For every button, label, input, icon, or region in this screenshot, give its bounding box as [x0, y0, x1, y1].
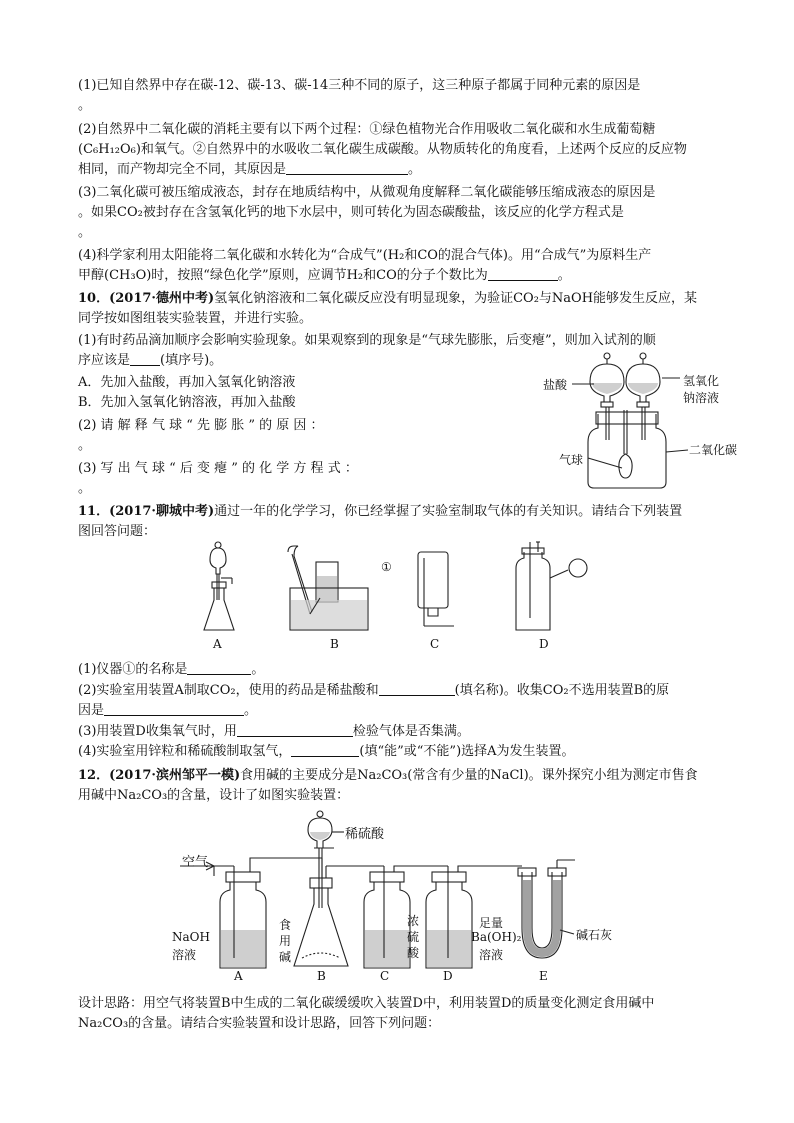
q12-label-b: B — [317, 969, 326, 983]
q11-label-a: A — [213, 637, 222, 651]
q12-label-ba-2: Ba(OH)₂ — [471, 930, 522, 944]
q12-label-soda-2: 用 — [279, 934, 292, 948]
q12-design-1: 设计思路：用空气将装置B中生成的二氧化碳缓缓吹入装置D中，利用装置D的质量变化测定食用碱中 — [78, 996, 655, 1011]
q12-label-a: A — [234, 969, 243, 983]
q11-line1: 11．(2017·聊城中考)通过一年的化学学习，你已经掌握了实验室制取气体的有关知识。请结合下列装置 — [78, 504, 683, 519]
q11-label-d: D — [539, 637, 549, 651]
q11-device-d — [516, 542, 587, 630]
q12-label-soda-1: 食 — [279, 918, 292, 932]
q10-s3: (3) 写 出 气 球 “ 后 变 瘪 ” 的 化 学 方 程 式 ： — [78, 461, 358, 476]
q11-device-b — [288, 546, 368, 630]
q11-s1: (1)仪器①的名称是 。 — [78, 662, 265, 677]
q10-label-balloon: 气球 — [559, 453, 584, 467]
q11-label-b: B — [330, 637, 339, 651]
q-cont-2c: 相同，而产物却完全不同，其原因是 。 — [78, 162, 422, 177]
q11-s3: (3)用装置D收集氧气时，用 检验气体是否集满。 — [78, 724, 470, 739]
q10-label-co2: 二氧化碳 — [689, 443, 738, 457]
q12-label-ba-1: 足量 — [479, 916, 504, 930]
q11-device-a — [204, 542, 234, 630]
q-cont-4a: (4)科学家利用太阳能将二氧化碳和水转化为“合成气”(H₂和CO的混合气体)。用“合成气”为原料生产 — [78, 248, 652, 263]
q-cont-2b: (C₆H₁₂O₆)和氧气。②自然界中的水吸收二氧化碳生成碳酸。从物质转化的角度看，上述两个反应的反应物 — [78, 142, 687, 157]
q12-label-conc-3: 酸 — [407, 946, 420, 960]
q12-label-soda-3: 碱 — [279, 950, 292, 964]
q12-line1: 12．(2017·滨州邹平一模)食用碱的主要成分是Na₂CO₃(常含有少量的NaCl)。课外探究小组为测定市售食 — [78, 768, 698, 783]
q11-label-c: C — [430, 637, 440, 651]
q11-device-c — [418, 552, 454, 626]
q-cont-1-end: 。 — [78, 98, 92, 113]
q11-line2: 图回答问题： — [78, 524, 157, 539]
q10-line2: 同学按如图组装实验装置，并进行实验。 — [78, 311, 313, 326]
q12-label-c: C — [380, 969, 390, 983]
q12-label-lime: 碱石灰 — [576, 928, 613, 942]
q-cont-4b: 甲醇(CH₃O)时，按照“绿色化学”原则，应调节H₂和CO的分子个数比为 。 — [78, 268, 571, 283]
q12-label-air: 空气 — [182, 855, 209, 870]
q12-u-tube-e — [518, 860, 575, 958]
q10-label-hcl: 盐酸 — [543, 378, 568, 392]
q10-s1b: 序应该是 (填序号)。 — [78, 353, 223, 368]
q10-left-funnel — [590, 353, 624, 440]
q-cont-3c: 。 — [78, 225, 92, 240]
q10-s1a: (1)有时药品滴加顺序会影响实验现象。如果观察到的现象是“气球先膨胀，后变瘪”，则加入试剂的顺 — [78, 333, 656, 348]
q10-s2: (2) 请 解 释 气 球 “ 先 膨 胀 ” 的 原 因 ： — [78, 418, 324, 433]
q11-apparatus-figure — [190, 538, 610, 638]
q10-s3-end: 。 — [78, 481, 92, 496]
q12-label-conc-2: 硫 — [407, 930, 420, 944]
q10-label-naoh-2: 钠溶液 — [683, 391, 720, 405]
q12-line2: 用碱中Na₂CO₃的含量，设计了如图实验装置： — [78, 788, 350, 803]
q10-label-naoh-1: 氢氧化 — [683, 374, 720, 388]
q12-label-e: E — [539, 969, 548, 983]
q12-apparatus-figure — [170, 808, 640, 983]
q12-label-ba-3: 溶液 — [479, 948, 504, 962]
q10-balloon — [619, 454, 632, 478]
q12-label-naoh-1: NaOH — [172, 930, 210, 944]
q-cont-3b: 。如果CO₂被封存在含氢氧化钙的地下水层中，则可转化为固态碳酸盐，该反应的化学方程式是 — [78, 205, 624, 220]
q10-option-b: B．先加入氢氧化钠溶液，再加入盐酸 — [78, 395, 296, 410]
q10-right-funnel — [626, 353, 660, 440]
q12-label-naoh-2: 溶液 — [172, 948, 197, 962]
q12-label-h2so4: 稀硫酸 — [345, 827, 385, 842]
q10-s2-end: 。 — [78, 438, 92, 453]
q11-mark-1: ① — [381, 560, 392, 574]
q-cont-2a: (2)自然界中二氧化碳的消耗主要有以下两个过程：①绿色植物光合作用吸收二氧化碳和水生成葡萄糖 — [78, 122, 656, 137]
q12-bottle-d — [426, 866, 522, 968]
q10-line1: 10．(2017·德州中考)氢氧化钠溶液和二氧化碳反应没有明显现象，为验证CO₂与NaOH能够发生反应，某 — [78, 291, 698, 306]
q12-label-conc-1: 浓 — [407, 914, 420, 928]
q11-s4: (4)实验室用锌粒和稀硫酸制取氢气， (填“能”或“不能”)选择A为发生装置。 — [78, 744, 575, 759]
q12-label-d: D — [443, 969, 453, 983]
q10-option-a: A．先加入盐酸，再加入氢氧化钠溶液 — [78, 375, 296, 390]
q10-apparatus-figure — [540, 350, 740, 490]
q11-s2a: (2)实验室用装置A制取CO₂，使用的药品是稀盐酸和 (填名称)。收集CO₂不选用装置B的原 — [78, 683, 670, 698]
q-cont-1: (1)已知自然界中存在碳-12、碳-13、碳-14三种不同的原子，这三种原子都属于同种元素的原因是 — [78, 78, 641, 93]
q12-bottle-a — [214, 858, 322, 968]
q12-design-2: Na₂CO₃的含量。请结合实验装置和设计思路，回答下列问题： — [78, 1016, 441, 1031]
q-cont-3a: (3)二氧化碳可被压缩成液态，封存在地质结构中，从微观角度解释二氧化碳能够压缩成液态的原因是 — [78, 185, 656, 200]
q11-s2b: 因是 。 — [78, 703, 258, 718]
